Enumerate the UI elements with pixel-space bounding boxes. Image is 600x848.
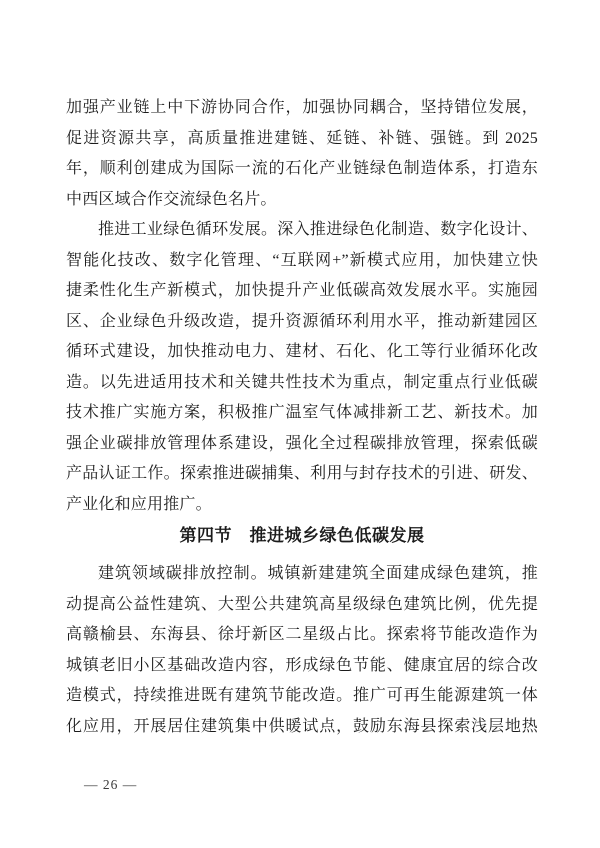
text-line: 区、企业绿色升级改造，提升资源循环利用水平，推动新建园区	[66, 312, 538, 330]
text-line: 城镇老旧小区基础改造内容，形成绿色节能、健康宜居的综合改	[66, 656, 538, 674]
text-line: 捷柔性化生产新模式，加快提升产业低碳高效发展水平。实施园	[66, 282, 538, 299]
text-line: 推进工业绿色循环发展。深入推进绿色化制造、数字化设计、	[98, 221, 538, 238]
text-line: 强企业碳排放管理体系建设，强化全过程碳排放管理，探索低碳	[66, 434, 538, 452]
text-line: 循环式建设，加快推动电力、建材、石化、化工等行业循环化改	[66, 343, 538, 360]
text-line: 加强产业链上中下游协同合作，加强协同耦合，坚持错位发展，	[66, 99, 538, 116]
text-line: 高赣榆县、东海县、徐圩新区二星级占比。探索将节能改造作为	[66, 626, 538, 643]
text-block	[66, 93, 538, 742]
paragraph-building-carbon-control	[66, 559, 538, 742]
text-line: 造模式，持续推进既有建筑节能改造。推广可再生能源建筑一体	[66, 687, 538, 704]
text-line: 建筑领域碳排放控制。城镇新建建筑全面建成绿色建筑，推	[98, 565, 538, 582]
text-line: 技术推广实施方案，积极推广温室气体减排新工艺、新技术。加	[66, 404, 538, 421]
text-line: 中西区域合作交流绿色名片。	[66, 190, 277, 208]
text-line: 动提高公益性建筑、大型公共建筑高星级绿色建筑比例，优先提	[66, 595, 538, 613]
page-number: — 26 —	[84, 777, 138, 792]
text-line: 智能化技改、数字化管理、“互联网+”新模式应用，加快建立快	[66, 251, 538, 269]
section-heading: 第四节 推进城乡绿色低碳发展	[179, 526, 425, 545]
paragraph-industry-green-cycle	[66, 215, 538, 520]
text-line: 促进资源共享，高质量推进建链、延链、补链、强链。到 2025	[66, 129, 538, 147]
text-line: 年，顺利创建成为国际一流的石化产业链绿色制造体系，打造东	[66, 160, 538, 177]
text-line: 产业化和应用推广。	[66, 495, 212, 513]
text-line: 产品认证工作。探索推进碳捕集、利用与封存技术的引进、研发、	[66, 465, 538, 482]
paragraph-continued	[66, 93, 538, 215]
text-line: 造。以先进适用技术和关键共性技术为重点，制定重点行业低碳	[66, 373, 538, 391]
text-line: 化应用，开展居住建筑集中供暖试点，鼓励东海县探索浅层地热	[66, 717, 538, 735]
